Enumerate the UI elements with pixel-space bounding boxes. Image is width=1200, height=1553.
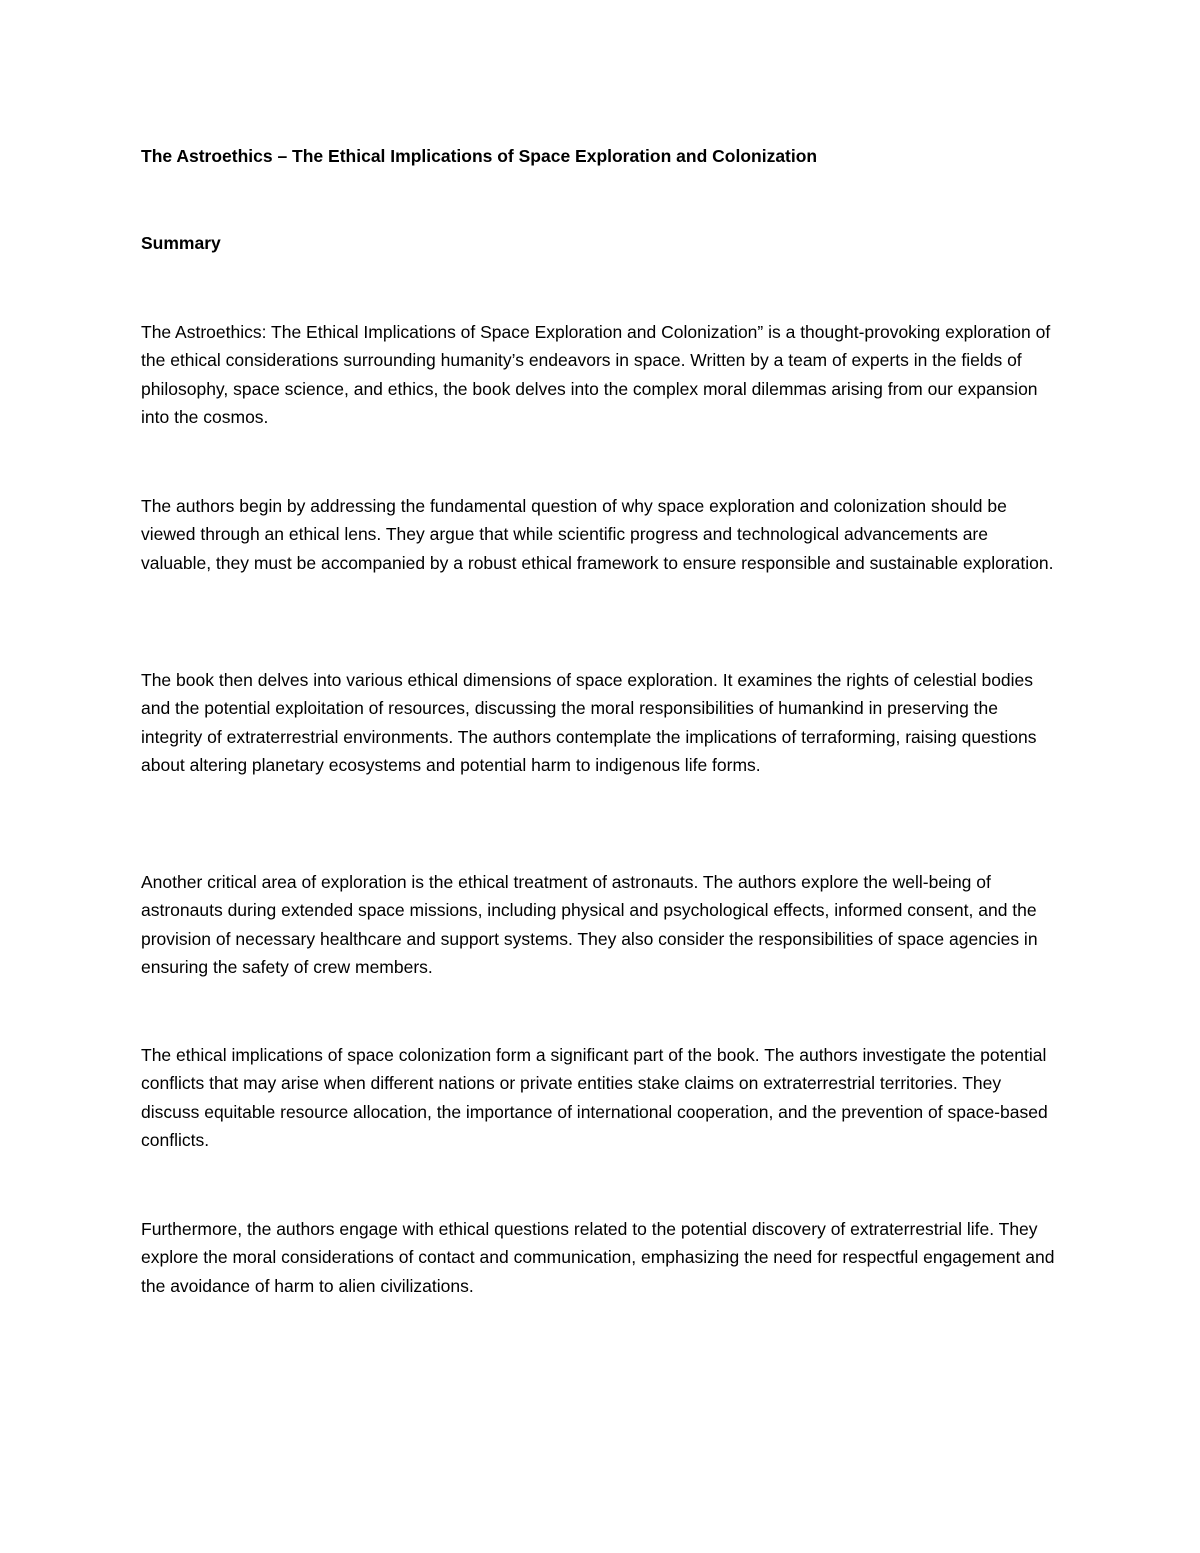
paragraph-extraterrestrial-life: Furthermore, the authors engage with ethical questions related to the potential discovery of extraterrestrial life. They explore the moral considerations of contact and communication, emphasizing the need for respectful engagement and the avoidance of harm to alien civilizations. (141, 1219, 1055, 1296)
paragraph-astronaut-treatment: Another critical area of exploration is the ethical treatment of astronauts. The authors explore the well-being of astronauts during extended space missions, including physical and psychological effects, informed consent, and the provision of necessary healthcare and support systems. They also consider the responsibilities of space agencies in ensuring the safety of crew members. (141, 872, 1038, 978)
paragraph-ethical-dimensions: The book then delves into various ethical dimensions of space exploration. It examines the rights of celestial bodies and the potential exploitation of resources, discussing the moral responsibilities of humankind in preserving the integrity of extraterrestrial environments. The authors contemplate the implications of terraforming, raising questions about altering planetary ecosystems and potential harm to indigenous life forms. (141, 670, 1037, 776)
document-title: The Astroethics – The Ethical Implications of Space Exploration and Colonization (141, 146, 818, 166)
section-heading-summary: Summary (141, 233, 221, 253)
paragraph-space-colonization: The ethical implications of space colonization form a significant part of the book. The authors investigate the potential conflicts that may arise when different nations or private entities stake claims on extraterrestrial territories. They discuss equitable resource allocation, the importance of international cooperation, and the prevention of space-based conflicts. (141, 1045, 1048, 1151)
paragraph-ethical-lens: The authors begin by addressing the fundamental question of why space exploration and colonization should be viewed through an ethical lens. They argue that while scientific progress and technological advancements are valuable, they must be accompanied by a robust ethical framework to ensure responsible and sustainable exploration. (141, 496, 1054, 573)
paragraph-introduction: The Astroethics: The Ethical Implications of Space Exploration and Colonization” is a thought-provoking exploration of the ethical considerations surrounding humanity’s endeavors in space. Written by a team of experts in the fields of philosophy, space science, and ethics, the book delves into the complex moral dilemmas arising from our expansion into the cosmos. (141, 322, 1051, 428)
